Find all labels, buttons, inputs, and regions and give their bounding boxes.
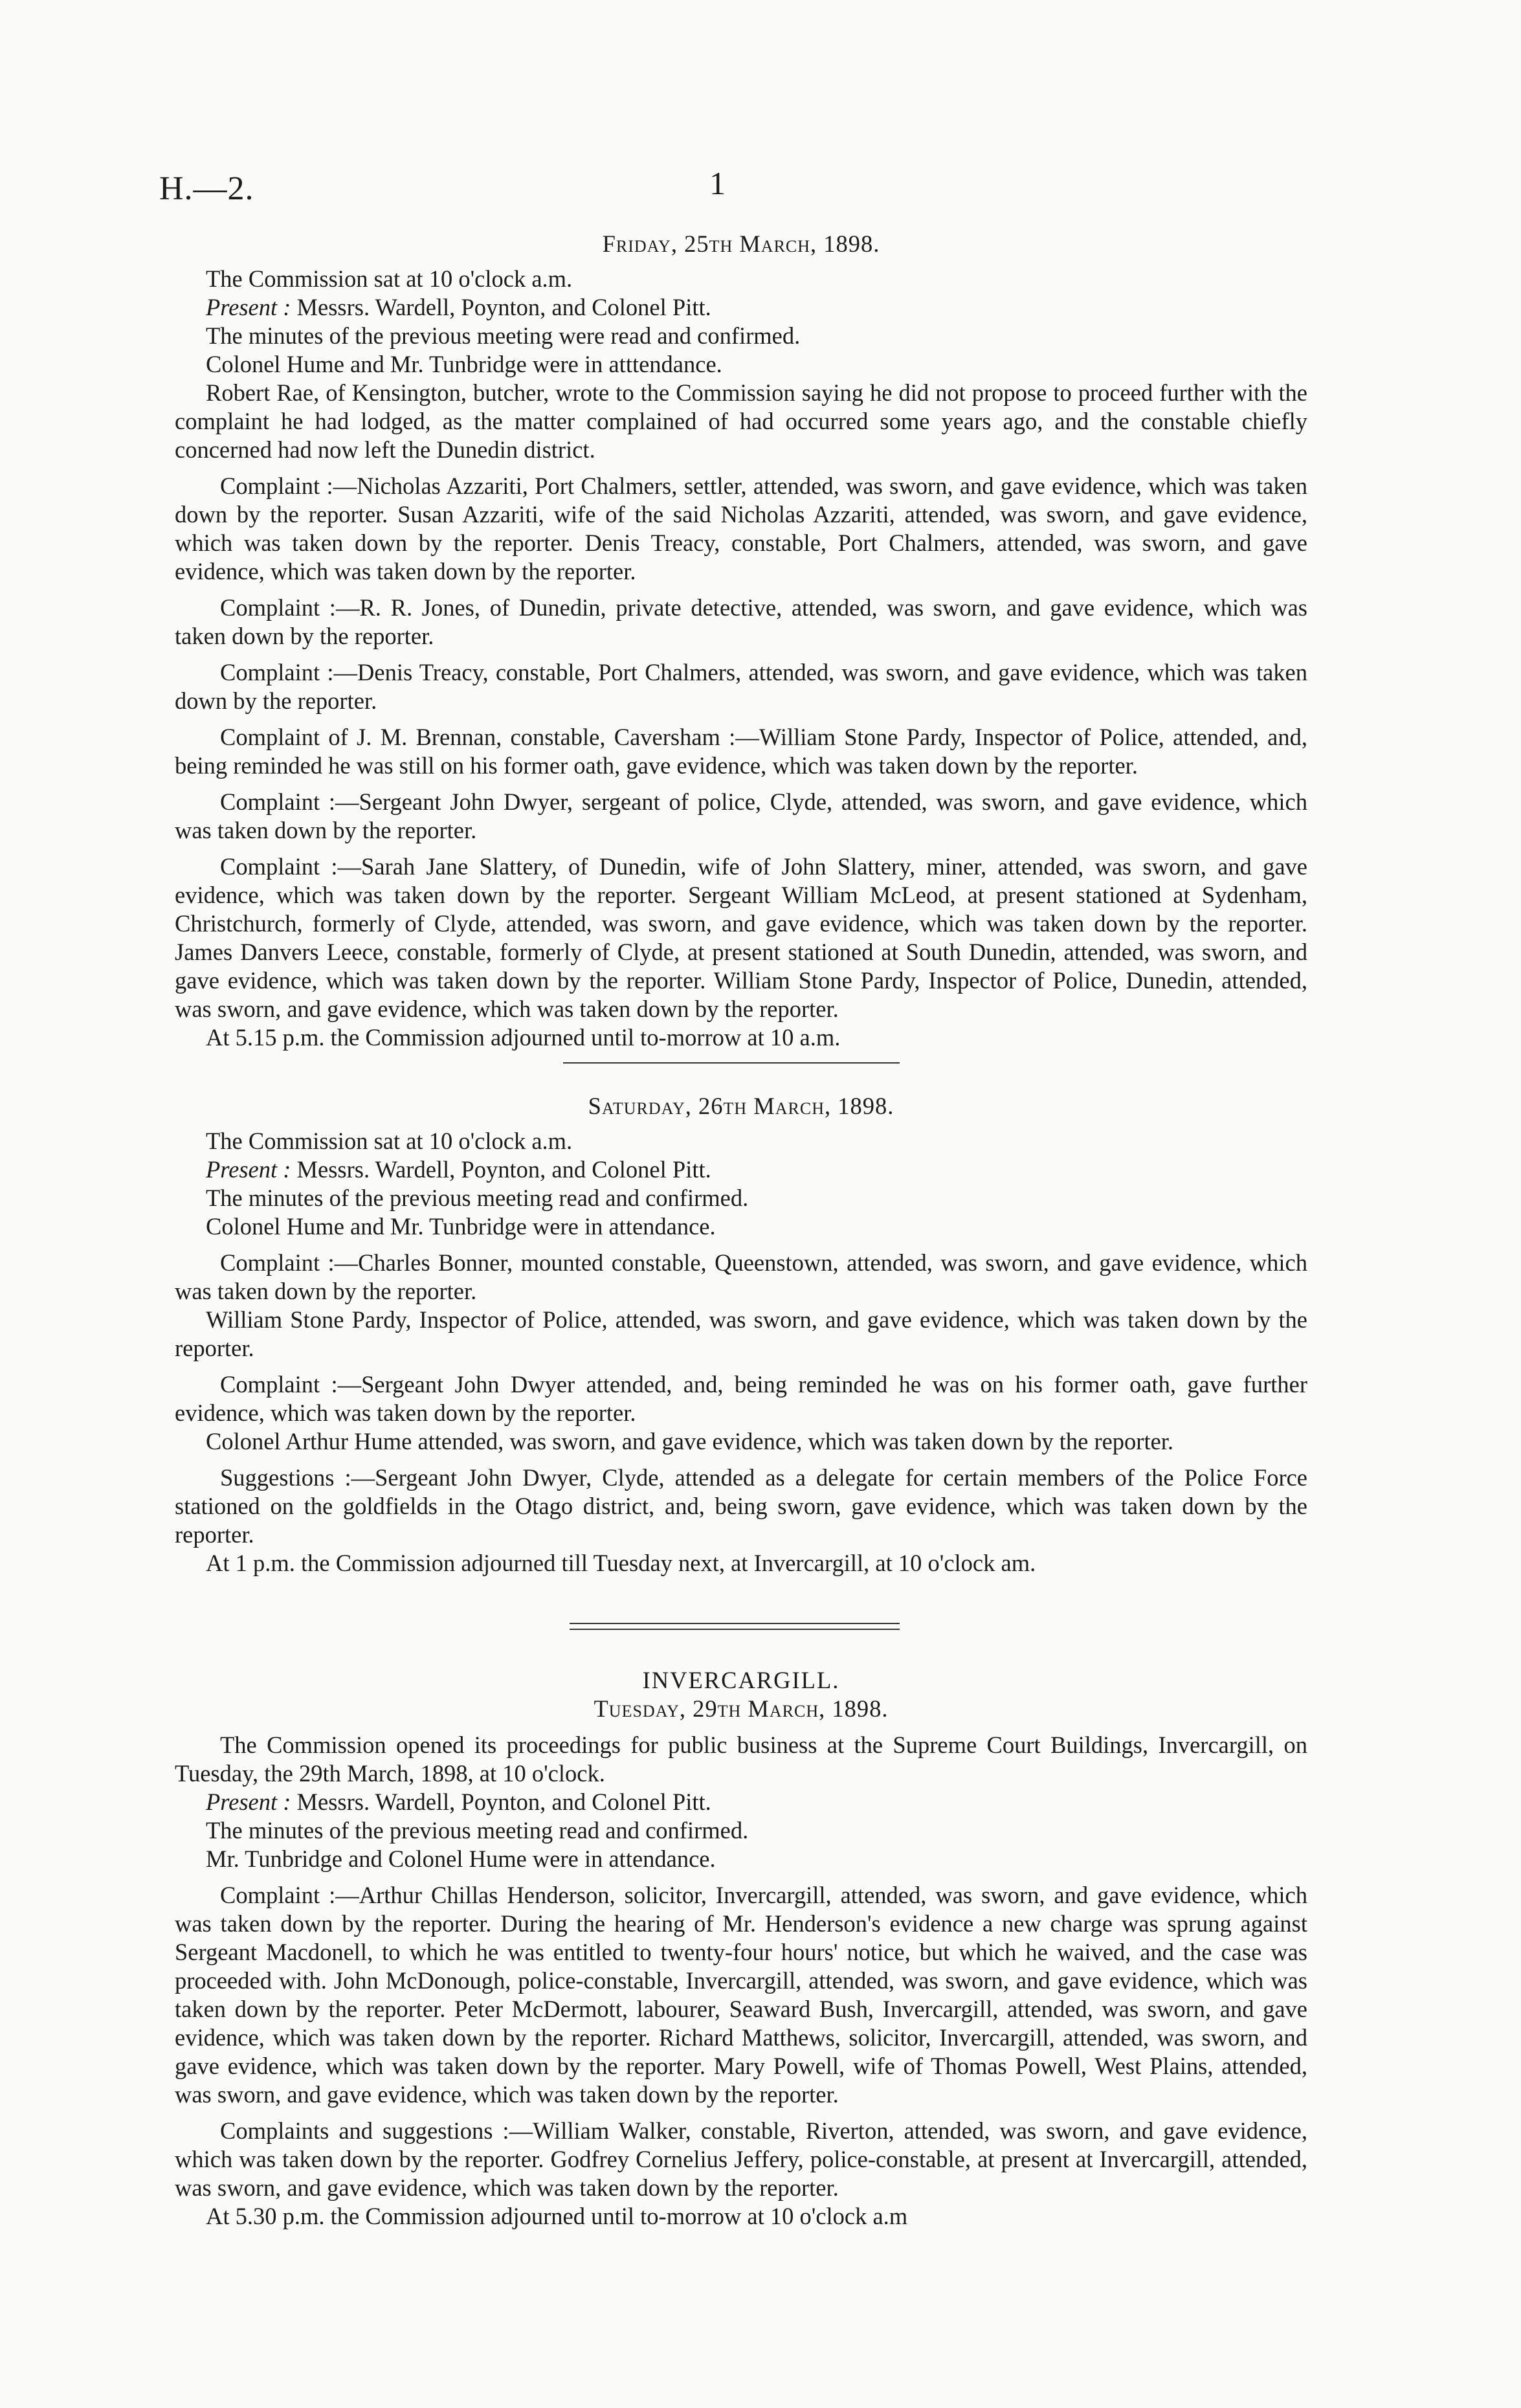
section-date: Tuesday, 29th March, 1898. — [594, 1695, 889, 1722]
minutes-section-saturday — [175, 1092, 1307, 1577]
present-members: Messrs. Wardell, Poynton, and Colonel Pitt. — [296, 294, 711, 320]
sitting-line: The Commission sat at 10 o'clock a.m. — [206, 265, 573, 292]
minutes-paragraph: Complaint of J. M. Brennan, constable, Caversham :—William Stone Pardy, Inspector of Police, attended, and, being reminded he was still on his former oath, gave evidence, which was taken down by the reporter. — [175, 724, 1307, 779]
minutes-paragraph: Complaint :—Arthur Chillas Henderson, solicitor, Invercargill, attended, was sworn, and gave evidence, which was taken down by the reporter. During the hearing of Mr. Henderson's evidence a new charge was sprung against Sergeant Macdonell, to which he was entitled to twenty-four hours' notice, but which he waived, and the case was proceeded with. John McDonough, police-constable, Invercargill, attended, was sworn, and gave evidence, which was taken down by the reporter. Peter McDermott, labourer, Seaward Bush, Invercargill, attended, was sworn, and gave evidence, which was taken down by the reporter. Richard Matthews, solicitor, Invercargill, attended, was sworn, and gave evidence, which was taken down by the reporter. Mary Powell, wife of Thomas Powell, West Plains, attended, was sworn, and gave evidence, which was taken down by the reporter. — [175, 1882, 1307, 2108]
adjournment-line: At 5.30 p.m. the Commission adjourned until to-morrow at 10 o'clock a.m — [206, 2203, 908, 2229]
minutes-paragraph: Robert Rae, of Kensington, butcher, wrote to the Commission saying he did not propose to proceed further with the complaint he had lodged, as the matter complained of had occurred some years ago, and the constable chiefly concerned had now left the Dunedin district. — [175, 379, 1307, 463]
minutes-paragraph: Colonel Arthur Hume attended, was sworn, and gave evidence, which was taken down by the reporter. — [206, 1428, 1174, 1455]
section-date: Friday, 25th March, 1898. — [602, 230, 880, 257]
minutes-paragraph: William Stone Pardy, Inspector of Police, attended, was sworn, and gave evidence, which was taken down by the reporter. — [175, 1306, 1307, 1361]
present-line — [175, 1788, 1307, 1816]
minutes-paragraph: Complaint :—Sergeant John Dwyer, sergeant of police, Clyde, attended, was sworn, and gave evidence, which was taken down by the reporter. — [175, 788, 1307, 843]
present-label: Present : — [206, 1789, 291, 1815]
section-date: Saturday, 26th March, 1898. — [588, 1093, 894, 1119]
adjournment-line: At 5.15 p.m. the Commission adjourned until to-morrow at 10 a.m. — [206, 1024, 841, 1051]
minutes-line: The minutes of the previous meeting read and confirmed. — [206, 1817, 749, 1844]
attendance-line: Colonel Hume and Mr. Tunbridge were in atttendance. — [206, 351, 722, 377]
present-label: Present : — [206, 1156, 291, 1183]
present-line — [175, 293, 1307, 322]
location-heading: INVERCARGILL. — [642, 1667, 840, 1693]
page-number: 1 — [709, 165, 726, 201]
attendance-line: Colonel Hume and Mr. Tunbridge were in attendance. — [206, 1213, 716, 1240]
minutes-section-friday — [175, 230, 1307, 1052]
minutes-paragraph: Suggestions :—Sergeant John Dwyer, Clyde, attended as a delegate for certain members of the Police Force stationed on the goldfields in the Otago district, and, being sworn, gave evidence, which was taken down by the reporter. — [175, 1464, 1307, 1548]
minutes-paragraph: Complaints and suggestions :—William Walker, constable, Riverton, attended, was sworn, and gave evidence, which was taken down by the reporter. Godfrey Cornelius Jeffery, police-constable, at present at Invercargill, attended, was sworn, and gave evidence, which was taken down by the reporter. — [175, 2117, 1307, 2201]
minutes-paragraph: Complaint :—Sergeant John Dwyer attended, and, being reminded he was on his former oath, gave further evidence, which was taken down by the reporter. — [175, 1371, 1307, 1426]
present-members: Messrs. Wardell, Poynton, and Colonel Pitt. — [296, 1156, 711, 1183]
opening-paragraph: The Commission opened its proceedings for public business at the Supreme Court Buildings, Invercargill, on Tuesday, the 29th March, 1898, at 10 o'clock. — [175, 1732, 1307, 1787]
minutes-paragraph: Complaint :—Nicholas Azzariti, Port Chalmers, settler, attended, was sworn, and gave evidence, which was taken down by the reporter. Susan Azzariti, wife of the said Nicholas Azzariti, attended, was sworn, and gave evidence, which was taken down by the reporter. Denis Treacy, constable, Port Chalmers, attended, was sworn, and gave evidence, which was taken down by the reporter. — [175, 473, 1307, 585]
adjournment-line: At 1 p.m. the Commission adjourned till Tuesday next, at Invercargill, at 10 o'clock am. — [206, 1550, 1036, 1576]
minutes-body — [175, 230, 1307, 2231]
section-divider — [563, 1062, 900, 1064]
minutes-line: The minutes of the previous meeting were read and confirmed. — [206, 322, 801, 349]
sitting-line: The Commission sat at 10 o'clock a.m. — [206, 1128, 573, 1154]
page-header — [159, 165, 1363, 221]
minutes-paragraph: Complaint :—Sarah Jane Slattery, of Dunedin, wife of John Slattery, miner, attended, was sworn, and gave evidence, which was taken down by the reporter. Sergeant William McLeod, at present stationed at Sydenham, Christchurch, formerly of Clyde, attended, was sworn, and gave evidence, which was taken down by the reporter. James Danvers Leece, constable, formerly of Clyde, at present stationed at South Dunedin, attended, was sworn, and gave evidence, which was taken down by the reporter. William Stone Pardy, Inspector of Police, Dunedin, attended, was sworn, and gave evidence, which was taken down by the reporter. — [175, 853, 1307, 1022]
double-section-divider — [570, 1623, 900, 1630]
present-members: Messrs. Wardell, Poynton, and Colonel Pitt. — [296, 1789, 711, 1815]
present-line — [175, 1155, 1307, 1184]
attendance-line: Mr. Tunbridge and Colonel Hume were in attendance. — [206, 1845, 716, 1872]
minutes-paragraph: Complaint :—Charles Bonner, mounted constable, Queenstown, attended, was sworn, and gave evidence, which was taken down by the reporter. — [175, 1249, 1307, 1304]
minutes-paragraph: Complaint :—R. R. Jones, of Dunedin, private detective, attended, was sworn, and gave evidence, which was taken down by the reporter. — [175, 594, 1307, 649]
report-reference: H.—2. — [159, 170, 254, 207]
minutes-paragraph: Complaint :—Denis Treacy, constable, Port Chalmers, attended, was sworn, and gave evidence, which was taken down by the reporter. — [175, 659, 1307, 714]
minutes-line: The minutes of the previous meeting read and confirmed. — [206, 1185, 749, 1211]
present-label: Present : — [206, 294, 291, 320]
minutes-section-invercargill — [175, 1666, 1307, 2231]
